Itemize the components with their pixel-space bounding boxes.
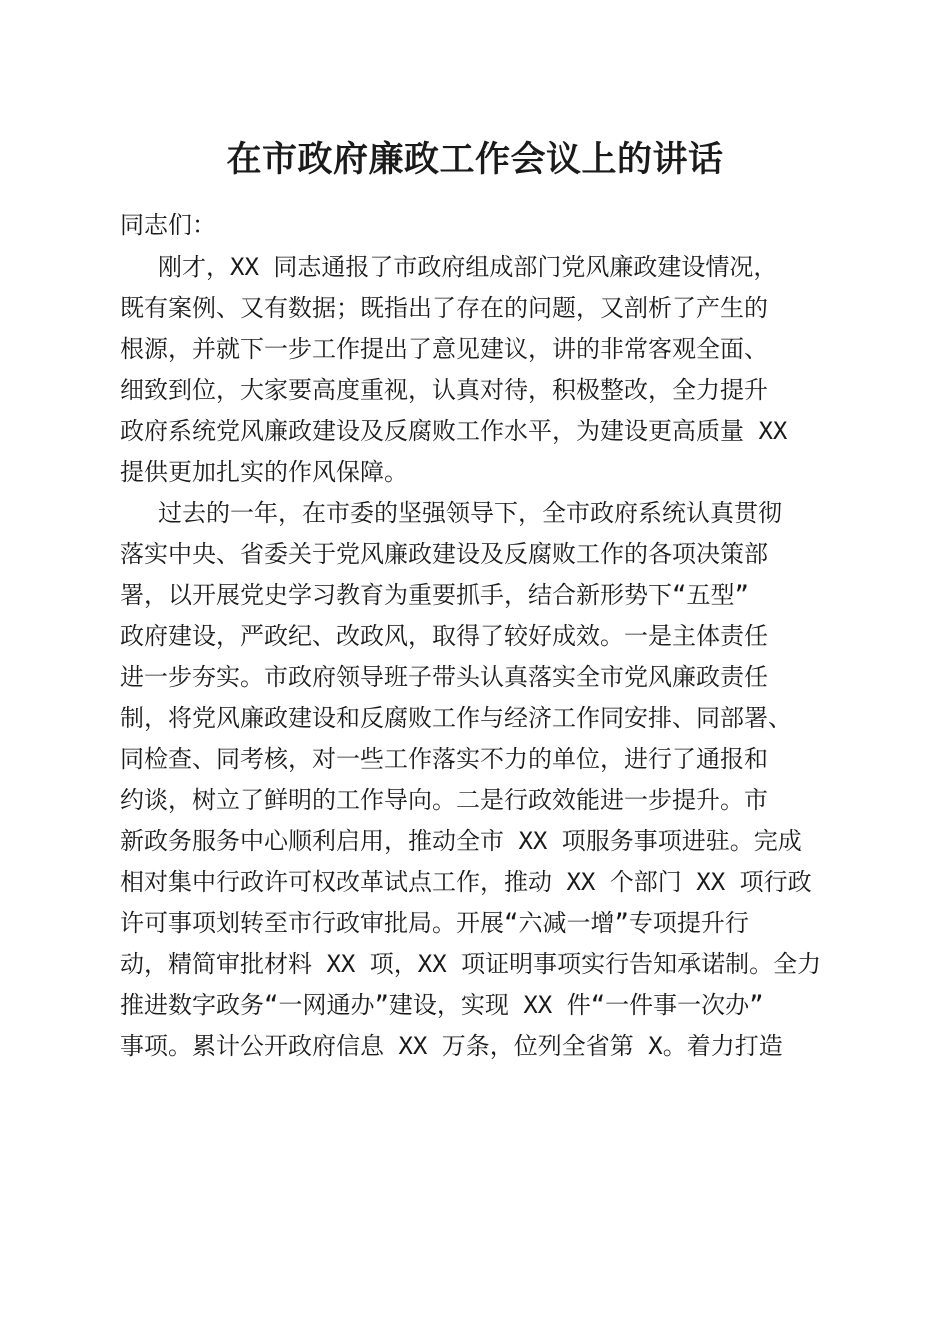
paragraph-line: 落实中央、省委关于党风廉政建设及反腐败工作的各项决策部 [120, 540, 768, 568]
paragraph-line: 署，以开展党史学习教育为重要抓手，结合新形势下“五型” [120, 581, 749, 609]
paragraph-line: 既有案例、又有数据；既指出了存在的问题，又剖析了产生的 [120, 294, 768, 322]
paragraph-line: 推进数字政务“一网通办”建设，实现 XX 件“一件事一次办” [120, 991, 764, 1019]
paragraph-line: 根源，并就下一步工作提出了意见建议，讲的非常客观全面、 [120, 335, 768, 363]
paragraph-line: 刚才，XX 同志通报了市政府组成部门党风廉政建设情况， [158, 253, 778, 281]
paragraph-line: 事项。累计公开政府信息 XX 万条，位列全省第 X。着力打造 [120, 1032, 783, 1060]
paragraph-line: 许可事项划转至市行政审批局。开展“六减一增”专项提升行 [120, 909, 749, 937]
paragraph-line: 过去的一年，在市委的坚强领导下，全市政府系统认真贯彻 [158, 499, 782, 527]
salutation: 同志们： [120, 211, 216, 239]
paragraph-line: 制，将党风廉政建设和反腐败工作与经济工作同安排、同部署、 [120, 704, 792, 732]
paragraph-line: 动，精简审批材料 XX 项，XX 项证明事项实行告知承诺制。全力 [120, 950, 822, 978]
paragraph-line: 进一步夯实。市政府领导班子带头认真落实全市党风廉政责任 [120, 663, 768, 691]
paragraph-line: 细致到位，大家要高度重视，认真对待，积极整改，全力提升 [120, 376, 768, 404]
paragraph-line: 政府建设，严政纪、改政风，取得了较好成效。一是主体责任 [120, 622, 768, 650]
paragraph-line: 政府系统党风廉政建设及反腐败工作水平，为建设更高质量 XX [120, 417, 788, 445]
paragraph-1 [120, 247, 832, 493]
paragraph-line: 新政务服务中心顺利启用，推动全市 XX 项服务事项进驻。完成 [120, 827, 802, 855]
document-body [120, 205, 832, 1067]
paragraph-line: 相对集中行政许可权改革试点工作，推动 XX 个部门 XX 项行政 [120, 868, 812, 896]
document-title: 在市政府廉政工作会议上的讲话 [226, 139, 724, 180]
paragraph-line: 约谈，树立了鲜明的工作导向。二是行政效能进一步提升。市 [120, 786, 768, 814]
paragraph-line: 同检查、同考核，对一些工作落实不力的单位，进行了通报和 [120, 745, 768, 773]
paragraph-2 [120, 493, 832, 1067]
paragraph-line: 提供更加扎实的作风保障。 [120, 458, 408, 486]
